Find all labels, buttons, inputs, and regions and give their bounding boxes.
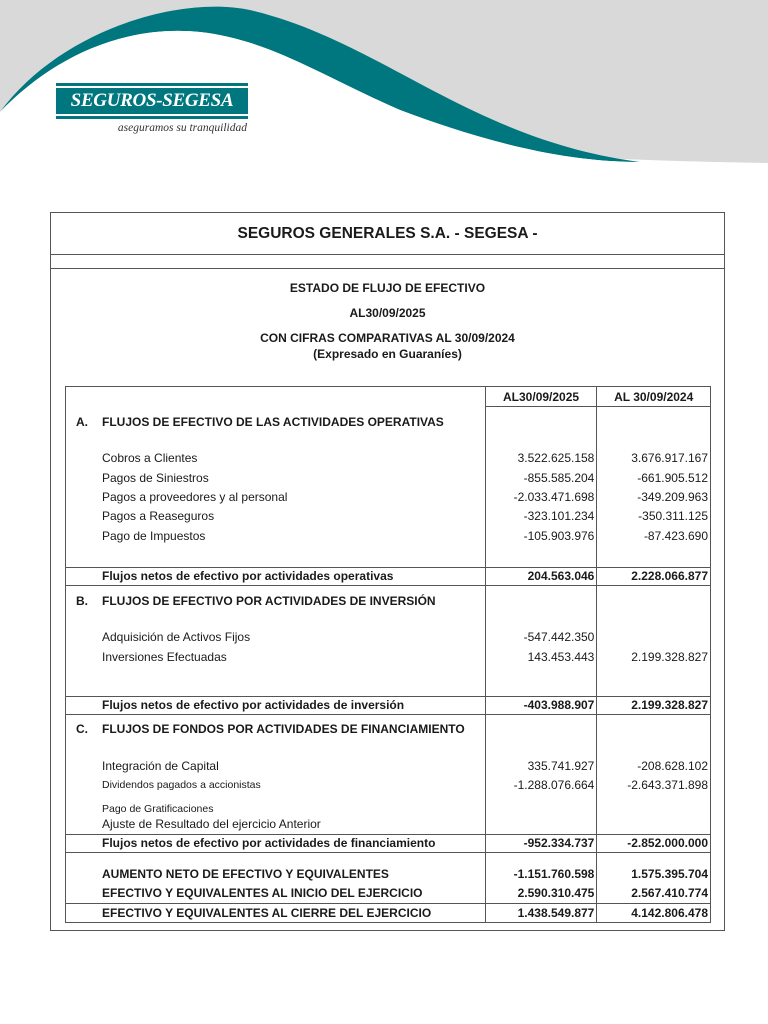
subtotal-row-investing bbox=[66, 696, 711, 714]
spacer-row bbox=[66, 852, 711, 864]
row-label: AUMENTO NETO DE EFECTIVO Y EQUIVALENTES bbox=[66, 864, 486, 883]
logo-stripe bbox=[56, 116, 248, 119]
row-label: Pago de Gratificaciones bbox=[66, 795, 486, 815]
column-header-2024: AL 30/09/2024 bbox=[597, 387, 711, 407]
table-row bbox=[66, 526, 711, 545]
value-2025: -1.288.076.664 bbox=[485, 776, 597, 795]
statement-heading bbox=[51, 269, 724, 364]
table-row bbox=[66, 627, 711, 646]
value-2025: 1.438.549.877 bbox=[485, 903, 597, 922]
value-2024: 4.142.806.478 bbox=[597, 903, 711, 922]
table-row bbox=[66, 756, 711, 775]
logo-tagline: aseguramos su tranquilidad bbox=[117, 122, 247, 134]
subtotal-row-financing bbox=[66, 834, 711, 852]
section-title: FLUJOS DE FONDOS POR ACTIVIDADES DE FINANCIAMIENTO bbox=[102, 722, 465, 737]
value-2025: -403.988.907 bbox=[485, 696, 597, 714]
blank-divider-row bbox=[51, 255, 724, 269]
value-2025: -2.033.471.698 bbox=[485, 487, 597, 506]
statement-frame bbox=[50, 212, 725, 931]
spacer-row bbox=[66, 437, 711, 449]
row-label: EFECTIVO Y EQUIVALENTES AL INICIO DEL EJERCICIO bbox=[66, 884, 486, 903]
value-2024 bbox=[597, 815, 711, 834]
spacer-row bbox=[66, 666, 711, 696]
table-row bbox=[66, 647, 711, 666]
value-2024: -2.643.371.898 bbox=[597, 776, 711, 795]
row-label: Flujos netos de efectivo por actividades operativas bbox=[66, 567, 486, 585]
row-label: Pagos a Reaseguros bbox=[66, 507, 486, 526]
value-2024: -349.209.963 bbox=[597, 487, 711, 506]
company-name: SEGUROS GENERALES S.A. - SEGESA - bbox=[51, 213, 724, 255]
comparative-note: CON CIFRAS COMPARATIVAS AL 30/09/2024 bbox=[260, 331, 515, 345]
value-2025: 2.590.310.475 bbox=[485, 884, 597, 903]
section-title: FLUJOS DE EFECTIVO POR ACTIVIDADES DE INVERSIÓN bbox=[102, 593, 436, 608]
value-2025: -952.334.737 bbox=[485, 834, 597, 852]
table-row bbox=[66, 449, 711, 468]
spacer-row bbox=[66, 744, 711, 756]
table-row bbox=[66, 815, 711, 834]
value-2024 bbox=[597, 627, 711, 646]
row-label: Inversiones Efectuadas bbox=[66, 647, 486, 666]
value-2025: 204.563.046 bbox=[485, 567, 597, 585]
statement-title: ESTADO DE FLUJO DE EFECTIVO bbox=[289, 281, 486, 295]
logo-stripe bbox=[56, 83, 248, 86]
row-label: Flujos netos de efectivo por actividades de financiamiento bbox=[66, 834, 486, 852]
section-letter: A. bbox=[76, 414, 88, 429]
section-title: FLUJOS DE EFECTIVO DE LAS ACTIVIDADES OPERATIVAS bbox=[102, 414, 444, 429]
table-row bbox=[66, 776, 711, 795]
value-2024: -350.311.125 bbox=[597, 507, 711, 526]
subtotal-row-operating bbox=[66, 567, 711, 585]
company-logo bbox=[56, 83, 248, 134]
cash-flow-table bbox=[65, 386, 711, 923]
opening-balance-row bbox=[66, 884, 711, 903]
spacer-row bbox=[66, 545, 711, 567]
value-2025: 3.522.625.158 bbox=[485, 449, 597, 468]
statement-date: AL30/09/2025 bbox=[349, 306, 426, 320]
value-2024: 2.228.066.877 bbox=[597, 567, 711, 585]
currency-note: (Expresado en Guaraníes) bbox=[313, 347, 462, 361]
table-row bbox=[66, 795, 711, 815]
value-2024: 2.567.410.774 bbox=[597, 884, 711, 903]
section-header-operating bbox=[66, 407, 711, 437]
logo-wordmark: SEGUROS-SEGESA bbox=[56, 88, 248, 114]
row-label: Ajuste de Resultado del ejercicio Anterior bbox=[66, 815, 486, 834]
section-letter: C. bbox=[76, 722, 88, 737]
net-increase-row bbox=[66, 864, 711, 883]
row-label: Flujos netos de efectivo por actividades de inversión bbox=[66, 696, 486, 714]
value-2024: -87.423.690 bbox=[597, 526, 711, 545]
row-label: Pagos a proveedores y al personal bbox=[66, 487, 486, 506]
value-2025: -855.585.204 bbox=[485, 468, 597, 487]
value-2024: -208.628.102 bbox=[597, 756, 711, 775]
spacer-row bbox=[66, 615, 711, 627]
row-label: Dividendos pagados a accionistas bbox=[66, 776, 486, 795]
table-row bbox=[66, 507, 711, 526]
section-header-financing bbox=[66, 714, 711, 744]
value-2025 bbox=[485, 815, 597, 834]
table-row bbox=[66, 487, 711, 506]
row-label: Pagos de Siniestros bbox=[66, 468, 486, 487]
table-header-row bbox=[66, 387, 711, 407]
section-letter: B. bbox=[76, 593, 88, 608]
value-2024: -2.852.000.000 bbox=[597, 834, 711, 852]
table-row bbox=[66, 468, 711, 487]
value-2025: -323.101.234 bbox=[485, 507, 597, 526]
value-2025: -1.151.760.598 bbox=[485, 864, 597, 883]
value-2024: 2.199.328.827 bbox=[597, 647, 711, 666]
value-2025: 143.453.443 bbox=[485, 647, 597, 666]
row-label: Integración de Capital bbox=[66, 756, 486, 775]
column-header-2025: AL30/09/2025 bbox=[485, 387, 597, 407]
header-label-cell bbox=[66, 387, 486, 407]
row-label: Pago de Impuestos bbox=[66, 526, 486, 545]
value-2024: 2.199.328.827 bbox=[597, 696, 711, 714]
section-header-investing bbox=[66, 585, 711, 615]
value-2025: -105.903.976 bbox=[485, 526, 597, 545]
value-2024: -661.905.512 bbox=[597, 468, 711, 487]
row-label: Cobros a Clientes bbox=[66, 449, 486, 468]
value-2025: -547.442.350 bbox=[485, 627, 597, 646]
value-2025 bbox=[485, 795, 597, 815]
row-label: Adquisición de Activos Fijos bbox=[66, 627, 486, 646]
value-2025: 335.741.927 bbox=[485, 756, 597, 775]
closing-balance-row bbox=[66, 903, 711, 922]
value-2024 bbox=[597, 795, 711, 815]
value-2024: 3.676.917.167 bbox=[597, 449, 711, 468]
row-label: EFECTIVO Y EQUIVALENTES AL CIERRE DEL EJERCICIO bbox=[66, 903, 486, 922]
value-2024: 1.575.395.704 bbox=[597, 864, 711, 883]
